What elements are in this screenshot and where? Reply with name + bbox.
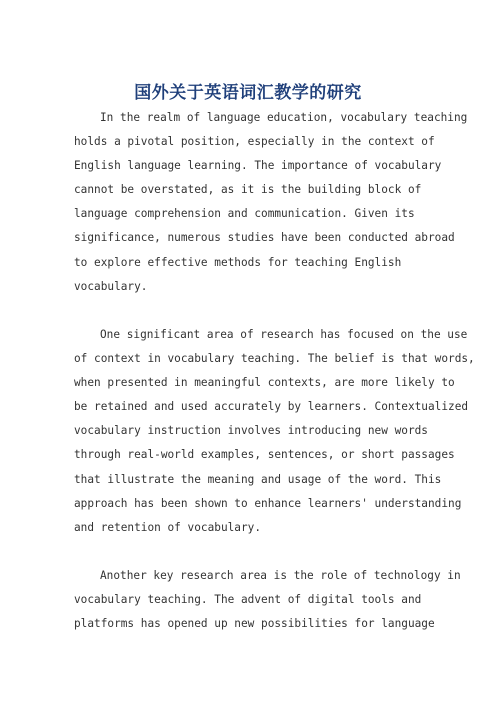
paragraph-line: that illustrate the meaning and usage of the word. This bbox=[74, 472, 442, 486]
paragraph-line: when presented in meaningful contexts, are more likely to bbox=[74, 376, 455, 390]
paragraph-line: Another key research area is the role of technology in bbox=[100, 569, 461, 582]
paragraph-line: English language learning. The importance of vocabulary bbox=[74, 159, 442, 173]
paragraph-line: holds a pivotal position, especially in the context of bbox=[74, 135, 435, 149]
paragraph-2 bbox=[74, 323, 475, 540]
paragraph-line: One significant area of research has focused on the use bbox=[100, 328, 468, 341]
paragraph-line: be retained and used accurately by learners. Contextualized bbox=[74, 400, 469, 414]
paragraph-line: approach has been shown to enhance learners' understanding bbox=[74, 496, 462, 510]
paragraph-line: of context in vocabulary teaching. The belief is that words, bbox=[74, 352, 475, 366]
paragraph-line: language comprehension and communication. Given its bbox=[74, 207, 415, 221]
paragraph-line: vocabulary. bbox=[74, 279, 148, 293]
paragraph-line: to explore effective methods for teaching English bbox=[74, 255, 402, 269]
paragraph-1 bbox=[74, 106, 468, 299]
paragraph-line: In the realm of language education, vocabulary teaching bbox=[100, 111, 468, 124]
paragraph-line: significance, numerous studies have been conducted abroad bbox=[74, 231, 455, 245]
paragraph-line: cannot be overstated, as it is the building block of bbox=[74, 183, 422, 197]
paragraph-line: vocabulary instruction involves introducing new words bbox=[74, 424, 428, 438]
document-title: 国外关于英语词汇教学的研究 bbox=[134, 83, 362, 103]
paragraph-3 bbox=[74, 564, 461, 636]
paragraph-line: vocabulary teaching. The advent of digital tools and bbox=[74, 593, 422, 607]
paragraph-line: and retention of vocabulary. bbox=[74, 520, 262, 534]
paragraph-line: through real-world examples, sentences, or short passages bbox=[74, 448, 455, 462]
paragraph-line: platforms has opened up new possibilities for language bbox=[74, 617, 435, 631]
